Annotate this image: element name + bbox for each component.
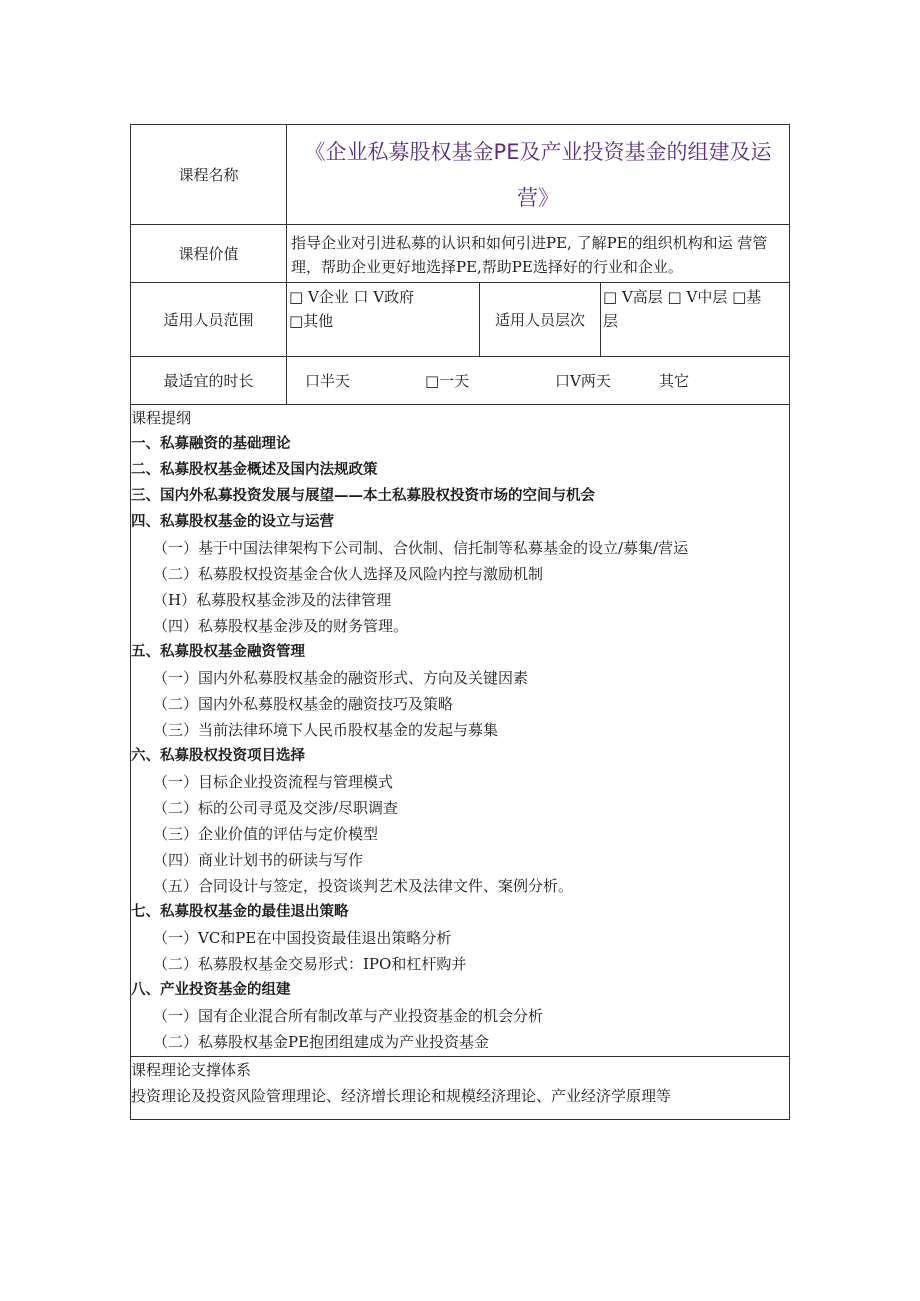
audience-scope-options [287,283,480,356]
outline-section: 一、私募融资的基础理论 [131,436,291,452]
course-value-label: 课程价值 [131,225,287,282]
outline-section: 三、国内外私募投资发展与展望——本土私募股权投资市场的空间与机会 [131,488,595,504]
audience-row [130,282,790,356]
outline-subsection: （二）私募股权基金交易形式：IPO和杠杆购并 [153,955,467,973]
outline-subsection: （四）商业计划书的研读与写作 [153,851,364,869]
outline-subsection: （H）私募股权基金涉及的法律管理 [153,591,392,609]
course-name-cell [287,125,789,224]
course-value-line1: 指导企业对引进私募的认识和如何引进PE, 了解PE的组织机构和运 营管 [291,234,768,252]
duration-option-other: 其它 [659,372,690,390]
audience-scope-line2: □其他 [289,312,334,330]
outline-subsection: （二）标的公司寻觅及交涉/尽职调查 [153,799,399,817]
outline-subsection: （二）国内外私募股权基金的融资技巧及策略 [153,695,454,713]
outline-list [131,431,789,1055]
course-name-label: 课程名称 [131,125,287,224]
outline-heading: 课程提纲 [131,409,192,427]
course-outline [130,404,790,1056]
support-heading: 课程理论支撑体系 [131,1061,252,1079]
audience-cells [287,283,789,356]
outline-section: 四、私募股权基金的设立与运营 [131,514,334,530]
course-value-text [287,225,789,279]
course-value-row [130,224,790,282]
audience-level-line2: 层 [603,312,619,330]
course-value-line2: 理，帮助企业更好地选择PE,帮助PE选择好的行业和企业。 [291,258,683,276]
course-title-line1: 《企业私募股权基金PE及产业投资基金的组建及运 [304,140,772,164]
audience-scope-label: 适用人员范围 [131,283,287,356]
audience-scope-line1: □ V企业 口 V政府 [289,288,415,306]
outline-subsection: （五）合同设计与签定，投资谈判艺术及法律文件、案例分析。 [153,877,574,895]
outline-section: 二、私募股权基金概述及国内法规政策 [131,462,378,478]
course-title-line2: 营》 [517,186,559,210]
outline-section: 五、私募股权基金融资管理 [131,644,305,660]
duration-option-half-day: 口半天 [305,372,351,390]
duration-row [130,356,790,404]
outline-section: 八、产业投资基金的组建 [131,982,291,998]
outline-subsection: （一）国有企业混合所有制改革与产业投资基金的机会分析 [153,1007,544,1025]
course-info-table [130,124,790,1120]
outline-subsection: （一）国内外私募股权基金的融资形式、方向及关键因素 [153,669,529,687]
course-name-row [130,124,790,224]
audience-level-label: 适用人员层次 [480,283,601,356]
outline-section: 七、私募股权基金的最佳退出策略 [131,904,349,920]
outline-subsection: （四）私募股权基金涉及的财务管理。 [153,617,409,635]
outline-subsection: （一）VC和PE在中国投资最佳退出策略分析 [153,929,452,947]
outline-section: 六、私募股权投资项目选择 [131,748,305,764]
duration-label: 最适宜的时长 [131,357,287,404]
outline-subsection: （一）基于中国法律架构下公司制、合伙制、信托制等私募基金的设立/募集/营运 [153,539,689,557]
course-value-cell [287,225,789,282]
duration-option-two-days: 口V两天 [555,372,611,390]
outline-subsection: （一）目标企业投资流程与管理模式 [153,773,394,791]
duration-option-one-day: □一天 [425,372,470,390]
duration-options [287,357,789,404]
support-row [130,1056,790,1120]
outline-subsection: （二）私募股权基金PE抱团组建成为产业投资基金 [153,1033,490,1051]
support-text: 投资理论及投资风险管理理论、经济增长理论和规模经济理论、产业经济学原理等 [131,1087,672,1105]
audience-level-options [601,283,789,356]
outline-subsection: （二）私募股权投资基金合伙人选择及风险内控与激励机制 [153,565,544,583]
outline-subsection: （三）企业价值的评估与定价模型 [153,825,379,843]
audience-level-line1: □ V高层 □ V中层 □基 [603,288,762,306]
outline-subsection: （三）当前法律环境下人民币股权基金的发起与募集 [153,721,499,739]
